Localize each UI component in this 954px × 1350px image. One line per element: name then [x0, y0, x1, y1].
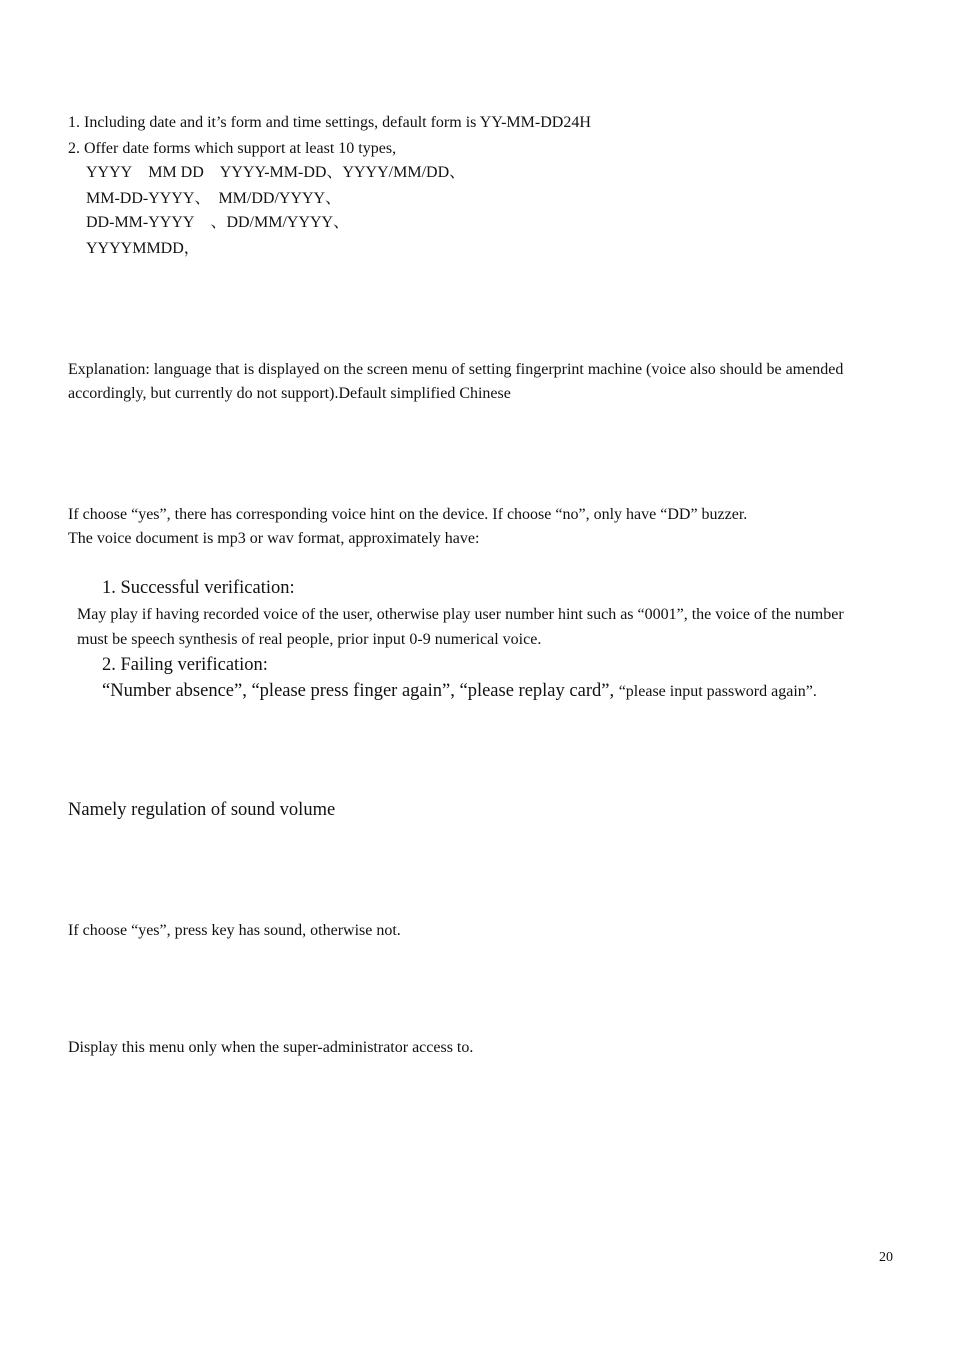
- date-formats-line-1: YYYY MM DD YYYY-MM-DD、YYYY/MM/DD、: [86, 164, 466, 181]
- language-explanation-line-1: Explanation: language that is displayed on the screen menu of setting fingerprint machine (voice also should be amended: [68, 361, 844, 378]
- voice-explanation-line-2: The voice document is mp3 or wav format, approximately have:: [68, 530, 480, 547]
- success-verification-line-2: must be speech synthesis of real people, prior input 0-9 numerical voice.: [77, 631, 542, 648]
- voice-explanation-line-1: If choose “yes”, there has corresponding voice hint on the device. If choose “no”, only have “DD” buzzer.: [68, 506, 748, 523]
- failing-messages-tail: “please input password again”.: [618, 683, 817, 700]
- page-number: 20: [879, 1250, 893, 1265]
- keysound-description: If choose “yes”, press key has sound, otherwise not.: [68, 922, 401, 939]
- date-formats-line-4: YYYYMMDD，: [86, 240, 200, 257]
- date-item-2: 2. Offer date forms which support at least 10 types,: [68, 140, 397, 157]
- failing-verification-messages: [102, 682, 817, 701]
- date-formats-line-2: MM-DD-YYYY、 MM/DD/YYYY、: [86, 190, 342, 207]
- admin-menu-description: Display this menu only when the super-administrator access to.: [68, 1039, 474, 1056]
- date-item-1: 1. Including date and it’s form and time settings, default form is YY-MM-DD24H: [68, 114, 591, 131]
- success-verification-line-1: May play if having recorded voice of the user, otherwise play user number hint such as “0001”, the voice of the number: [77, 606, 844, 623]
- failing-messages-main: “Number absence”, “please press finger again”, “please replay card”,: [102, 681, 619, 701]
- success-verification-heading: 1. Successful verification:: [102, 578, 295, 598]
- language-explanation-line-2: accordingly, but currently do not support).Default simplified Chinese: [68, 385, 511, 402]
- date-formats-line-3: DD-MM-YYYY 、DD/MM/YYYY、: [86, 214, 350, 231]
- failing-verification-heading: 2. Failing verification:: [102, 655, 268, 675]
- volume-description: Namely regulation of sound volume: [68, 800, 336, 820]
